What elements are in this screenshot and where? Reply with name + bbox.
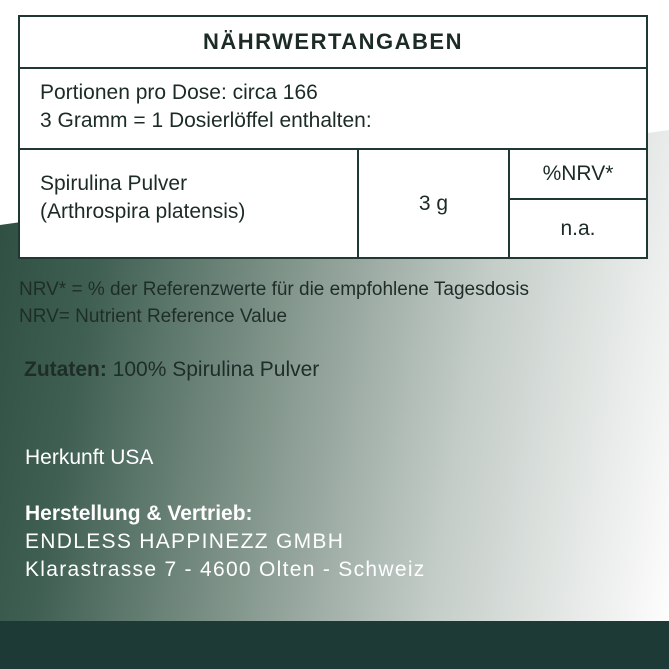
product-name: Spirulina Pulver <box>40 172 188 195</box>
table-title: NÄHRWERTANGABEN <box>20 17 646 69</box>
nrv-definition-en: NRV= Nutrient Reference Value <box>19 306 288 327</box>
ingredients-line <box>24 358 319 382</box>
nrv-value-cell: n.a. <box>560 216 596 240</box>
manufacturer-block <box>25 500 426 584</box>
origin-text: Herkunft USA <box>25 446 154 469</box>
portions-row <box>20 69 646 150</box>
manufacturer-address: Klarastrasse 7 - 4600 Olten - Schweiz <box>25 558 426 581</box>
amount-cell: 3 g <box>359 150 510 257</box>
product-cell <box>20 150 359 257</box>
ingredients-label: Zutaten: <box>24 358 107 381</box>
servings-line: Portionen pro Dose: circa 166 <box>40 81 318 104</box>
dose-line: 3 Gramm = 1 Dosierlöffel enthalten: <box>40 109 372 132</box>
nrv-notes <box>19 276 529 330</box>
manufacturer-heading: Herstellung & Vertrieb: <box>25 502 253 525</box>
nrv-header-cell: %NRV* <box>510 150 646 200</box>
nutrition-table <box>18 15 648 259</box>
manufacturer-company: ENDLESS HAPPINEZZ GMBH <box>25 530 345 553</box>
footer-bar <box>0 621 669 669</box>
ingredients-value: 100% Spirulina Pulver <box>112 358 320 381</box>
product-latin-name: (Arthrospira platensis) <box>40 200 246 223</box>
nrv-definition-de: NRV* = % der Referenzwerte für die empfohlene Tagesdosis <box>19 279 529 300</box>
